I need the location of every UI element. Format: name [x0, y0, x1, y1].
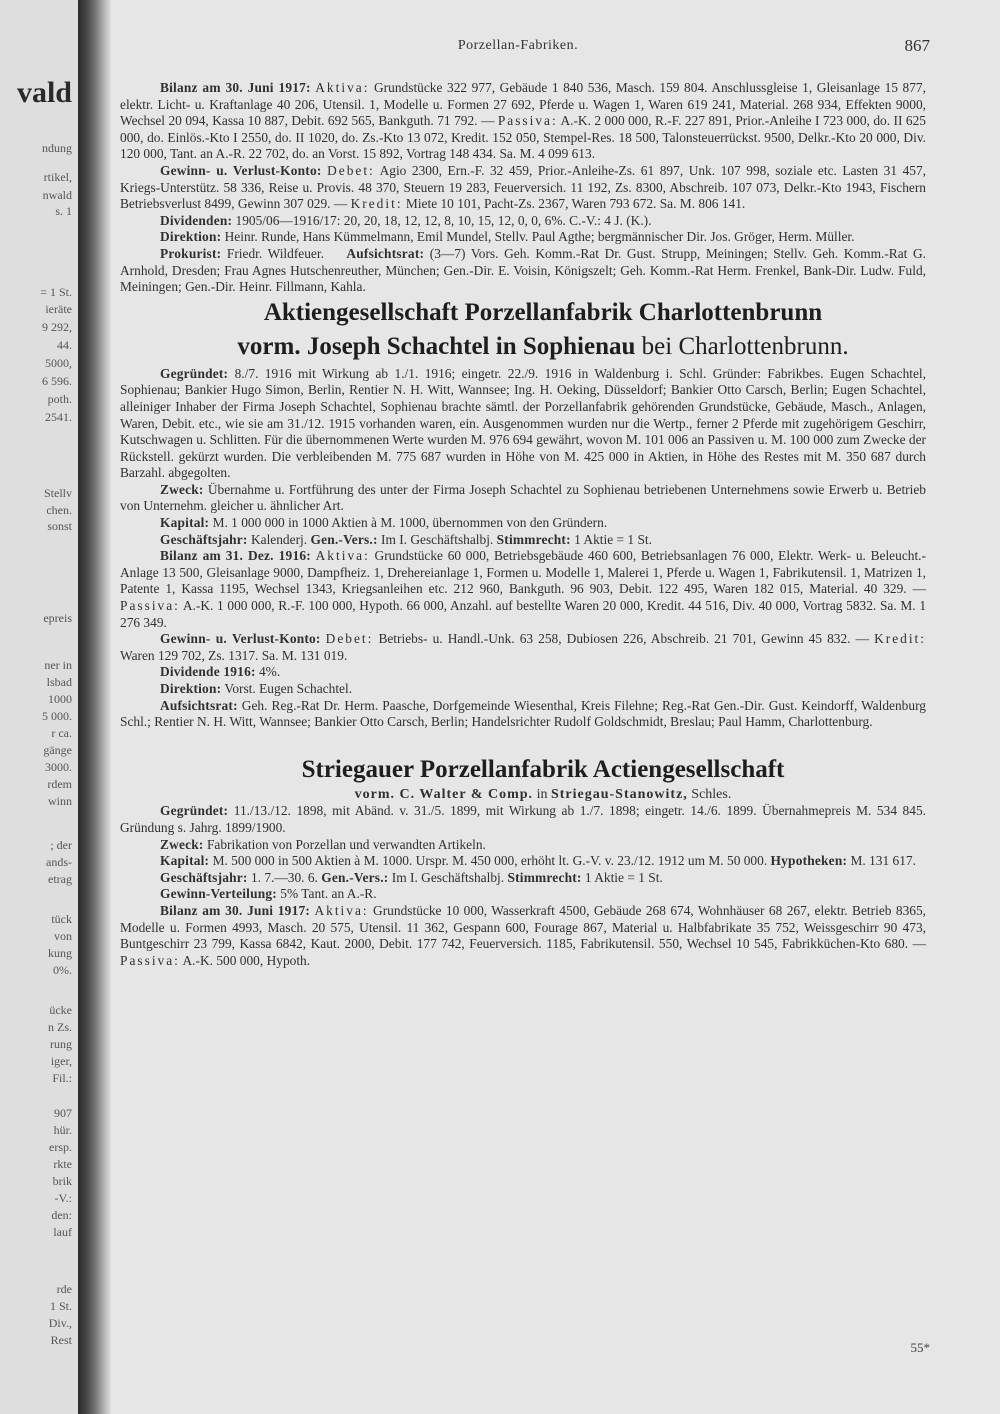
left-page-fragment: 1000 — [48, 692, 72, 706]
c1-guv: Gewinn- u. Verlust-Konto: Debet: Agio 2300, Ern.-F. 32 459, Prior.-Anleihe-Zs. 61 897, Unk. 107 998, soziale etc. Lasten 31 457, Kriegs-Unterstütz. 58 336, Reise u. Provis. 48 370, Steuern 19 283, Feuerversich. 11 192, Zs. 8300, Abschreib. 107 073, Delkr.-Kto 1943, Fischern Betriebsverlust 8499, Gewinn 307 029. — Kredit: Miete 10 101, Pacht-Zs. 2367, Waren 793 672. Sa. M. 806 141. — [120, 162, 927, 212]
left-page-fragment: 9 292, — [42, 320, 72, 334]
c3-zweck-label: Zweck: — [160, 836, 204, 852]
left-page-fragment: -V.: — [54, 1191, 72, 1205]
c1-bilanz: Bilanz am 30. Juni 1917: Aktiva: Grundstücke 322 977, Gebäude 1 840 536, Masch. 159 804. Anschlussgleise 1, Gleisanlage 15 877, elektr. Licht- u. Kraftanlage 40 206, Utensil. 1, Modelle u. Formen 27 692, Pferde u. Wagen 1, Waren 619 241, Material. 268 934, Effekten 9000, Wechsel 20 094, Kassa 10 887, Debit. 692 565, Bankguth. 71 792. — Passiva: A.-K. 2 000 000, R.-F. 227 891, Prior.-Anleihe I 723 000, do. II 625 000, do. Einlös.-Kto I 2550, do. II 1020, do. Zs.-Kto 13 072, Kredit. 152 050, Stempel-Res. 18 500, Talonsteuerrückst. 9500, Delkr.-Kto 20 000, Div. 120 000, Tant. an A.-R. 22 702, do. an Vorst. 15 892, Vortrag 148 434. Sa. M. 4 099 613. — [120, 80, 927, 162]
c2-aufsichtsrat-label: Aufsichtsrat: — [160, 697, 238, 713]
c1-prokurist-aufsichtsrat — [120, 246, 926, 296]
c2-aufsichtsrat-value: Geh. Reg.-Rat Dr. Herm. Paasche, Dorfgemeinde Wiesenthal, Kreis Filehne; Reg.-Rat Gen.-Dir. Gust. Keindorff, Waldenburg Schl.; Rentier N. H. Witt, Wannsee; Bankier Otto Carsch, Berlin; Handelsrichter Rudolf Goldschmidt, Breslau; Paul Hamm, Charlottenburg. — [120, 697, 926, 730]
c1-aktiva: Grundstücke 322 977, Gebäude 1 840 536, Masch. 159 804. Anschlussgleise 1, Gleisanlage 15 877, elektr. Licht- u. Kraftanlage 40 206, Utensil. 1, Modelle u. Formen 27 692, Pferde u. Wagen 1, Waren 619 241, Material. 268 934, Effekten 9000, Wechsel 20 094, Kassa 10 887, Debit. 692 565, Bankguth. 71 792. — [120, 80, 926, 129]
c2-stimmrecht-value: 1 Aktie = 1 St. — [574, 531, 652, 547]
c3-gegruendet — [120, 803, 926, 836]
c1-prokurist-value: Friedr. Wildfeuer. — [226, 245, 324, 261]
left-page-fragment: ücke — [49, 1003, 72, 1017]
left-page-fragment: nwald — [42, 188, 72, 202]
left-page-fragment: ; der — [50, 838, 72, 852]
left-page-fragment: rkte — [53, 1157, 72, 1171]
c3-genvers-value: Im I. Geschäftshalbj. — [391, 869, 505, 885]
left-page-fragment: 0%. — [53, 963, 72, 977]
left-page-fragment: rdem — [47, 777, 72, 791]
c2-geschaeftsjahr-label: Geschäftsjahr: — [160, 531, 248, 547]
left-page-fragment: ndung — [42, 141, 72, 155]
left-page-fragment: Stellv — [43, 486, 72, 500]
page — [112, 0, 1000, 1414]
left-page-fragment: Div., — [48, 1316, 72, 1330]
signature-mark: 55* — [910, 1340, 930, 1355]
left-page-fragment: ner in — [44, 658, 72, 672]
c2-title-line2-main: vorm. Joseph Schachtel in Sophienau — [237, 332, 636, 360]
c2-kapital-label: Kapital: — [160, 515, 210, 531]
c3-subtitle-main: vorm. C. Walter & Comp. — [354, 786, 534, 802]
c1-dividenden — [120, 213, 926, 230]
left-page-fragment: ieräte — [45, 302, 72, 316]
text-column — [120, 80, 926, 969]
c1-aufsichtsrat-label: Aufsichtsrat: — [346, 245, 425, 261]
c3-gewinnverteilung — [120, 886, 926, 903]
c3-genvers-label: Gen.-Vers.: — [321, 869, 389, 885]
c2-dividende — [120, 664, 926, 681]
c3-passiva-label: Passiva: — [120, 952, 180, 968]
c3-bilanz: Bilanz am 30. Juni 1917: Aktiva: Grundstücke 10 000, Wasserkraft 4500, Gebäude 268 674, Wohnhäuser 68 267, elektr. Betrieb 8365, Modelle u. Formen 4993, Masch. 20 575, Utensil. 11 362, Gespann 600, Fourage 867, Material u. Halbfabrikate 35 752, Weissgeschirr 90 473, Buntgeschirr 23 799, Kassa 6842, Kaut. 2000, Debit. 177 742, Feuerversich. 1185, Fabrikutensil. 550, Wechsel 10 545, Fabrikküchen-Kto 680. — Passiva: A.-K. 500 000, Hypoth. — [120, 902, 927, 968]
c2-title-line2-rest: bei Charlottenbrunn. — [641, 332, 849, 360]
left-page-fragment: gänge — [43, 743, 72, 757]
c3-geschaeftsjahr — [120, 870, 926, 887]
c3-subtitle-place: Striegau-Stanowitz, — [550, 786, 688, 802]
left-page-fragment: 1 St. — [49, 1299, 72, 1313]
c2-direktion-label: Direktion: — [160, 681, 222, 696]
c2-kredit: Waren 129 702, Zs. 1317. Sa. M. 131 019. — [120, 647, 348, 663]
left-page-fragment: lauf — [53, 1225, 72, 1239]
c2-genvers-label: Gen.-Vers.: — [310, 531, 378, 547]
c3-zweck — [120, 837, 926, 854]
left-page-fragment: 2541. — [45, 410, 72, 424]
c3-stimmrecht-label: Stimmrecht: — [507, 869, 582, 885]
left-page-fragment: hür. — [53, 1123, 72, 1137]
c2-geschaeftsjahr — [120, 532, 926, 549]
c2-geschaeftsjahr-value: Kalenderj. — [250, 531, 308, 547]
left-page-fragment: 44. — [57, 338, 72, 352]
left-page-fragment: rde — [56, 1282, 72, 1296]
left-page-fragment: poth. — [47, 392, 72, 406]
c1-aufsichtsrat-value: (3—7) Vors. Geh. Komm.-Rat Dr. Gust. Strupp, Meiningen; Stellv. Geh. Komm.-Rat G. Arnhold, Dresden; Frau Agnes Hutschenreuther, München; Gen.-Dir. E. Voisin, Königszelt; Geh. Komm.-Rat Herm. Frenkel, Bank-Dir. Ludw. Fuld, Meiningen; Gen.-Dir. Heinr. Fillmann, Kahla. — [120, 245, 927, 295]
c2-title-line2 — [120, 330, 926, 364]
left-page-fragment: lsbad — [46, 675, 72, 689]
c2-dividende-label: Dividende 1916: — [160, 664, 256, 680]
left-page-fragment: epreis — [43, 611, 72, 625]
c1-direktion — [120, 229, 926, 246]
left-page-fragment: 5 000. — [42, 709, 72, 723]
left-page-strip — [0, 0, 78, 1414]
c1-passiva-label: Passiva: — [497, 113, 558, 129]
c3-aktiva: Grundstücke 10 000, Wasserkraft 4500, Gebäude 268 674, Wohnhäuser 68 267, elektr. Betrieb 8365, Modelle u. Formen 4993, Masch. 20 575, Utensil. 11 362, Gespann 600, Fourage 867, Material u. Halbfabrikate 35 752, Weissgeschirr 90 473, Buntgeschirr 23 799, Kassa 6842, Kaut. 2000, Debit. 177 742, Feuerversich. 1185, Fabrikutensil. 550, Wechsel 10 545, Fabrikküchen-Kto 680. — [120, 902, 927, 952]
page-number: 867 — [904, 36, 930, 55]
c2-kredit-label: Kredit: — [874, 631, 926, 647]
c1-kredit-label: Kredit: — [350, 196, 403, 212]
c2-direktion-value: Vorst. Eugen Schachtel. — [224, 681, 353, 696]
c2-direktion — [120, 681, 926, 698]
book-gutter — [78, 0, 110, 1414]
c2-zweck — [120, 482, 926, 515]
left-page-fragment: iger, — [50, 1054, 72, 1068]
c2-zweck-label: Zweck: — [160, 481, 204, 497]
c2-aufsichtsrat — [120, 698, 926, 731]
c3-subtitle-in: in — [536, 786, 548, 802]
left-page-fragment: von — [54, 929, 72, 943]
left-page-fragment: brik — [52, 1174, 72, 1188]
left-page-fragment: den: — [51, 1208, 72, 1222]
c2-dividende-value: 4%. — [258, 664, 281, 680]
c2-guv-label: Gewinn- u. Verlust-Konto: — [160, 631, 321, 647]
c1-prokurist-label: Prokurist: — [160, 245, 222, 261]
left-page-fragment: n Zs. — [48, 1020, 72, 1034]
running-head: Porzellan-Fabriken. — [457, 38, 579, 53]
left-page-fragment: etrag — [48, 872, 72, 886]
c3-gegruendet-value: 11./13./12. 1898, mit Abänd. v. 31./5. 1899, mit Wirkung ab 1./7. 1898; eingetr. 14./6. 1899. Übernahmepreis M. 534 845. Gründung s. Jahrg. 1899/1900. — [120, 803, 926, 835]
c3-gewinnverteilung-value: 5% Tant. an A.-R. — [280, 886, 377, 902]
left-page-fragment: sonst — [47, 519, 72, 533]
c1-aktiva-label: Aktiva: — [315, 80, 370, 95]
left-page-fragment: = 1 St. — [40, 285, 72, 299]
c3-geschaeftsjahr-value: 1. 7.—30. 6. — [250, 869, 318, 885]
left-page-fragment: Fil.: — [52, 1071, 72, 1085]
c3-hypotheken-value: M. 131 617. — [850, 853, 916, 869]
c1-direktion-label: Direktion: — [160, 229, 222, 245]
c2-debet: Betriebs- u. Handl.-Unk. 63 258, Dubiosen 226, Abschreib. 21 701, Gewinn 45 832. — [378, 631, 851, 647]
c1-dividenden-value: 1905/06—1916/17: 20, 20, 18, 12, 12, 8, 10, 15, 12, 0, 0, 6%. C.-V.: 4 J. (K.). — [235, 212, 652, 228]
c2-gegruendet — [120, 366, 926, 482]
c3-title: Striegauer Porzellanfabrik Actiengesellschaft — [301, 755, 785, 783]
left-page-fragment: s. 1 — [55, 204, 72, 218]
c3-geschaeftsjahr-label: Geschäftsjahr: — [160, 869, 248, 885]
c2-zweck-value: Übernahme u. Fortführung des unter der Firma Joseph Schachtel zu Sophienau betriebenen Unternehmens sowie Erwerb u. Betrieb von Unternehm. gleicher u. ähnlicher Art. — [120, 481, 926, 514]
c1-debet: Agio 2300, Ern.-F. 32 459, Prior.-Anleihe-Zs. 61 897, Unk. 107 998, soziale etc. Lasten 31 457, Kriegs-Unterstütz. 58 336, Reise u. Provis. 48 370, Steuern 19 283, Feuerversich. 11 192, Zs. 8300, Abschreib. 107 073, Delkr.-Kto 1943, Fischern Betriebsverlust 8499, Gewinn 307 029. — [120, 162, 927, 212]
c3-hypotheken-label: Hypotheken: — [770, 853, 848, 869]
c2-genvers-value: Im I. Geschäftshalbj. — [380, 531, 494, 547]
c3-subtitle-region: Schles. — [691, 786, 732, 802]
c2-aktiva-label: Aktiva: — [315, 548, 370, 564]
c2-title-line1: Aktiengesellschaft Porzellanfabrik Charlottenbrunn — [263, 298, 823, 326]
c3-gegruendet-label: Gegründet: — [160, 803, 229, 819]
c1-passiva: A.-K. 2 000 000, R.-F. 227 891, Prior.-Anleihe I 723 000, do. II 625 000, do. Einlös.-Kto I 2550, do. II 1020, do. Zs.-Kto 13 072, Kredit. 152 050, Stempel-Res. 18 500, Talonsteuerrückst. 9500, Delkr.-Kto 20 000, Div. 120 000, Tant. an A.-R. 22 702, do. an Vorst. 15 892, Vortrag 148 434. Sa. M. 4 099 613. — [120, 113, 927, 162]
c1-bilanz-label: Bilanz am 30. Juni 1917: — [160, 80, 311, 95]
c3-stimmrecht-value: 1 Aktie = 1 St. — [584, 869, 663, 885]
c2-stimmrecht-label: Stimmrecht: — [496, 531, 571, 547]
left-page-fragment: ands- — [46, 855, 72, 869]
left-page-fragment: kung — [48, 946, 72, 960]
c2-kapital-value: M. 1 000 000 in 1000 Aktien à M. 1000, übernommen von den Gründern. — [212, 515, 608, 531]
c2-passiva-label: Passiva: — [120, 598, 180, 614]
c3-bilanz-label: Bilanz am 30. Juni 1917: — [160, 902, 311, 918]
c1-debet-label: Debet: — [327, 162, 375, 178]
left-page-fragment: rtikel, — [43, 170, 72, 184]
left-page-fragment: 907 — [54, 1106, 72, 1120]
c2-bilanz-label: Bilanz am 31. Dez. 1916: — [160, 548, 311, 564]
c3-gewinnverteilung-label: Gewinn-Verteilung: — [160, 886, 277, 902]
left-page-fragment: vald — [16, 76, 72, 109]
c2-gegruendet-label: Gegründet: — [160, 365, 229, 381]
c3-aktiva-label: Aktiva: — [314, 902, 369, 918]
left-page-fragment: 6 596. — [42, 374, 72, 388]
c3-kapital-label: Kapital: — [160, 853, 210, 869]
left-page-fragment: chen. — [46, 503, 72, 517]
c3-passiva: A.-K. 500 000, Hypoth. — [182, 952, 311, 968]
c2-guv: Gewinn- u. Verlust-Konto: Debet: Betriebs- u. Handl.-Unk. 63 258, Dubiosen 226, Abschreib. 21 701, Gewinn 45 832. — Kredit: Waren 129 702, Zs. 1317. Sa. M. 131 019. — [120, 631, 926, 663]
c1-guv-label: Gewinn- u. Verlust-Konto: — [160, 162, 322, 178]
c2-aktiva: Grundstücke 60 000, Betriebsgebäude 460 600, Betriebsanlagen 76 000, Elektr. Werk- u. Beleucht.-Anlage 13 500, Gleisanlage 9000, Dampfheiz. 1, Drehereianlage 1, Formen u. Modelle 1, Malerei 1, Pferde u. Wagen 1, Fabrikutensil. 1, Matrizen 1, Patente 1, Kassa 1195, Wechsel 1343, Kriegsanleihen etc. 212 960, Bankguth. 96 903, Debit. 122 495, Waren 182 015, Material. 40 329. — [120, 548, 926, 597]
left-page-fragment: 3000. — [45, 760, 72, 774]
c3-kapital — [120, 853, 926, 870]
left-page-fragment: 5000, — [45, 356, 72, 370]
left-page-fragment: Rest — [50, 1333, 72, 1347]
c2-kapital — [120, 515, 926, 532]
left-page-fragment: r ca. — [51, 726, 72, 740]
c2-gegruendet-value: 8./7. 1916 mit Wirkung ab 1./1. 1916; eingetr. 22./9. 1916 in Waldenburg i. Schl. Gründer: Fabrikbes. Eugen Schachtel, Sophienau; Bankier Hugo Simon, Berlin, Rentier N. H. Witt, Wannsee; Ing. H. Oeking, Düsseldorf; Bankier Otto Carsch, Berlin; Eugen Schachtel, alleiniger Inhaber der Firma Joseph Schachtel, Sophienau brachte sämtl. der Porzellanfabrik gehörenden Grundstücke, Gebäude, Masch., Anlagen, Waren, Debit. etc., wie sie am 31./12. 1915 vorhanden waren, ein. Ausgenommen wurden nur die Wertp., ferner 2 Pferde mit zugehörigem Geschirr, Kutschwagen u. Schlitten. Für die übernommenen Werte wurden M. 976 694 gewährt, wovon M. 101 006 an Passiven u. M. 100 000 zum Zwecke der Rückstell. gekürzt wurden. Die verbleibenden M. 775 687 wurden in Höhe von M. 425 000 in Aktien, in Höhe des Restes mit M. 350 687 durch Barzahl. abgegolten. — [120, 365, 926, 481]
c1-kredit: Miete 10 101, Pacht-Zs. 2367, Waren 793 672. Sa. M. 806 141. — [405, 196, 746, 212]
left-page-fragment: tück — [51, 912, 72, 926]
c1-direktion-value: Heinr. Runde, Hans Kümmelmann, Emil Mundel, Stellv. Paul Agthe; bergmännischer Dir. Jos. Gröger, Herm. Müller. — [224, 229, 855, 245]
left-page-fragment: rung — [50, 1037, 72, 1051]
left-page-fragment: ersp. — [49, 1140, 72, 1154]
left-page-fragment: winn — [48, 794, 72, 808]
c3-kapital-value: M. 500 000 in 500 Aktien à M. 1000. Urspr. M. 450 000, erhöht lt. G.-V. v. 23./12. 1912 um M. 50 000. — [212, 853, 768, 869]
c3-zweck-value: Fabrikation von Porzellan und verwandten Artikeln. — [206, 836, 486, 852]
c3-subtitle — [120, 787, 926, 804]
c2-passiva: A.-K. 1 000 000, R.-F. 100 000, Hypoth. 66 000, Anzahl. auf bestellte Waren 20 000, Kredit. 44 516, Div. 40 000, Vortrag 5832. Sa. M. 1 276 349. — [120, 598, 927, 630]
c2-debet-label: Debet: — [325, 631, 374, 647]
c1-dividenden-label: Dividenden: — [160, 212, 233, 228]
c2-bilanz: Bilanz am 31. Dez. 1916: Aktiva: Grundstücke 60 000, Betriebsgebäude 460 600, Betriebsanlagen 76 000, Elektr. Werk- u. Beleucht.-Anlage 13 500, Gleisanlage 9000, Dampfheiz. 1, Drehereianlage 1, Formen u. Modelle 1, Malerei 1, Pferde u. Wagen 1, Fabrikutensil. 1, Matrizen 1, Patente 1, Kassa 1195, Wechsel 1343, Kriegsanleihen etc. 212 960, Bankguth. 96 903, Debit. 122 495, Waren 182 015, Material. 40 329. — Passiva: A.-K. 1 000 000, R.-F. 100 000, Hypoth. 66 000, Anzahl. auf bestellte Waren 20 000, Kredit. 44 516, Div. 40 000, Vortrag 5832. Sa. M. 1 276 349. — [120, 548, 927, 630]
